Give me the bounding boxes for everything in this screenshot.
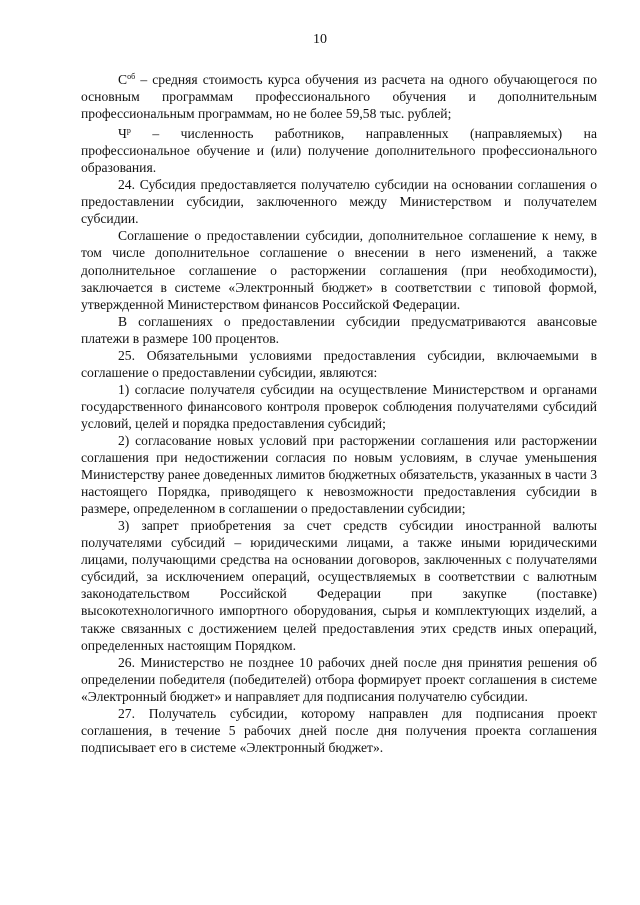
paragraph-25-item-3: 3) запрет приобретения за счет средств субсидии иностранной валюты получателями субсидий – юридическими лицами, а также иными юридическими лицами, получающими средства на основании договоров, заключенных с получателями субсидий, за исключением операций, осуществляемых в соответствии с валютным законодательством Российской Федерации при закупке (поставке) высокотехнологичного импортного оборудования, сырья и комплектующих изделий, а также связанных с достижением целей предоставления этих средств иных операций, определенных настоящим Порядком. (81, 518, 597, 653)
paragraph-avg-cost-definition: $С^{об}$ – средняя стоимость курса обучения из расчета на одного обучающегося по основным программам профессионального обучения и дополнительным профессиональным программам, но не более 59,58 тыс. рублей; (81, 72, 597, 122)
paragraph-agreement: Соглашение о предоставлении субсидии, дополнительное соглашение к нему, в том числе дополнительное соглашение о внесении в него изменений, а также дополнительное соглашение о расторжении соглашения (при необходимости), заключается в системе «Электронный бюджет» в соответствии с типовой формой, утвержденной Министерством финансов Российской Федерации. (81, 228, 597, 312)
paragraph-24: 24. Субсидия предоставляется получателю субсидии на основании соглашения о предоставлении субсидии, заключенного между Министерством и получателем субсидии. (81, 177, 597, 227)
paragraph-25: 25. Обязательными условиями предоставления субсидии, включаемыми в соглашение о предоставлении субсидии, являются: (81, 347, 597, 380)
formula-symbol-ch: $Ч^р$ (118, 126, 131, 142)
formula-symbol-c: $С^{об}$ (118, 72, 136, 87)
paragraph-workers-count-definition: $Ч^р$ – численность работников, направленных (направляемых) на профессиональное обучение и (или) получение дополнительного профессионального образования. (81, 126, 597, 176)
paragraph-25-item-2: 2) согласование новых условий при расторжении соглашения или расторжении соглашения при недостижении согласия по новым условиям, в случае уменьшения Министерству ранее доведенных лимитов бюджетных обязательств, указанных в части 3 настоящего Порядка, приводящего к невозможности предоставления субсидии в размере, определенном в соглашении о предоставлении субсидии; (81, 432, 598, 517)
paragraph-advance-payments: В соглашениях о предоставлении субсидии предусматриваются авансовые платежи в размере 100 процентов. (81, 313, 597, 346)
page-number: 10 (313, 32, 327, 47)
paragraph-26: 26. Министерство не позднее 10 рабочих дней после дня принятия решения об определении победителя (победителей) отбора формирует проект соглашения в системе «Электронный бюджет» и направляет для подписания получателю субсидии. (81, 654, 597, 704)
paragraph-27: 27. Получатель субсидии, которому направлен для подписания проект соглашения, в течение 5 рабочих дней после дня получения проекта соглашения подписывает его в системе «Электронный бюджет». (81, 705, 597, 755)
paragraph-25-item-1: 1) согласие получателя субсидии на осуществление Министерством и органами государственного финансового контроля проверок соблюдения получателями субсидий условий, целей и порядка предоставления субсидий; (81, 381, 597, 431)
document-body (81, 68, 597, 756)
